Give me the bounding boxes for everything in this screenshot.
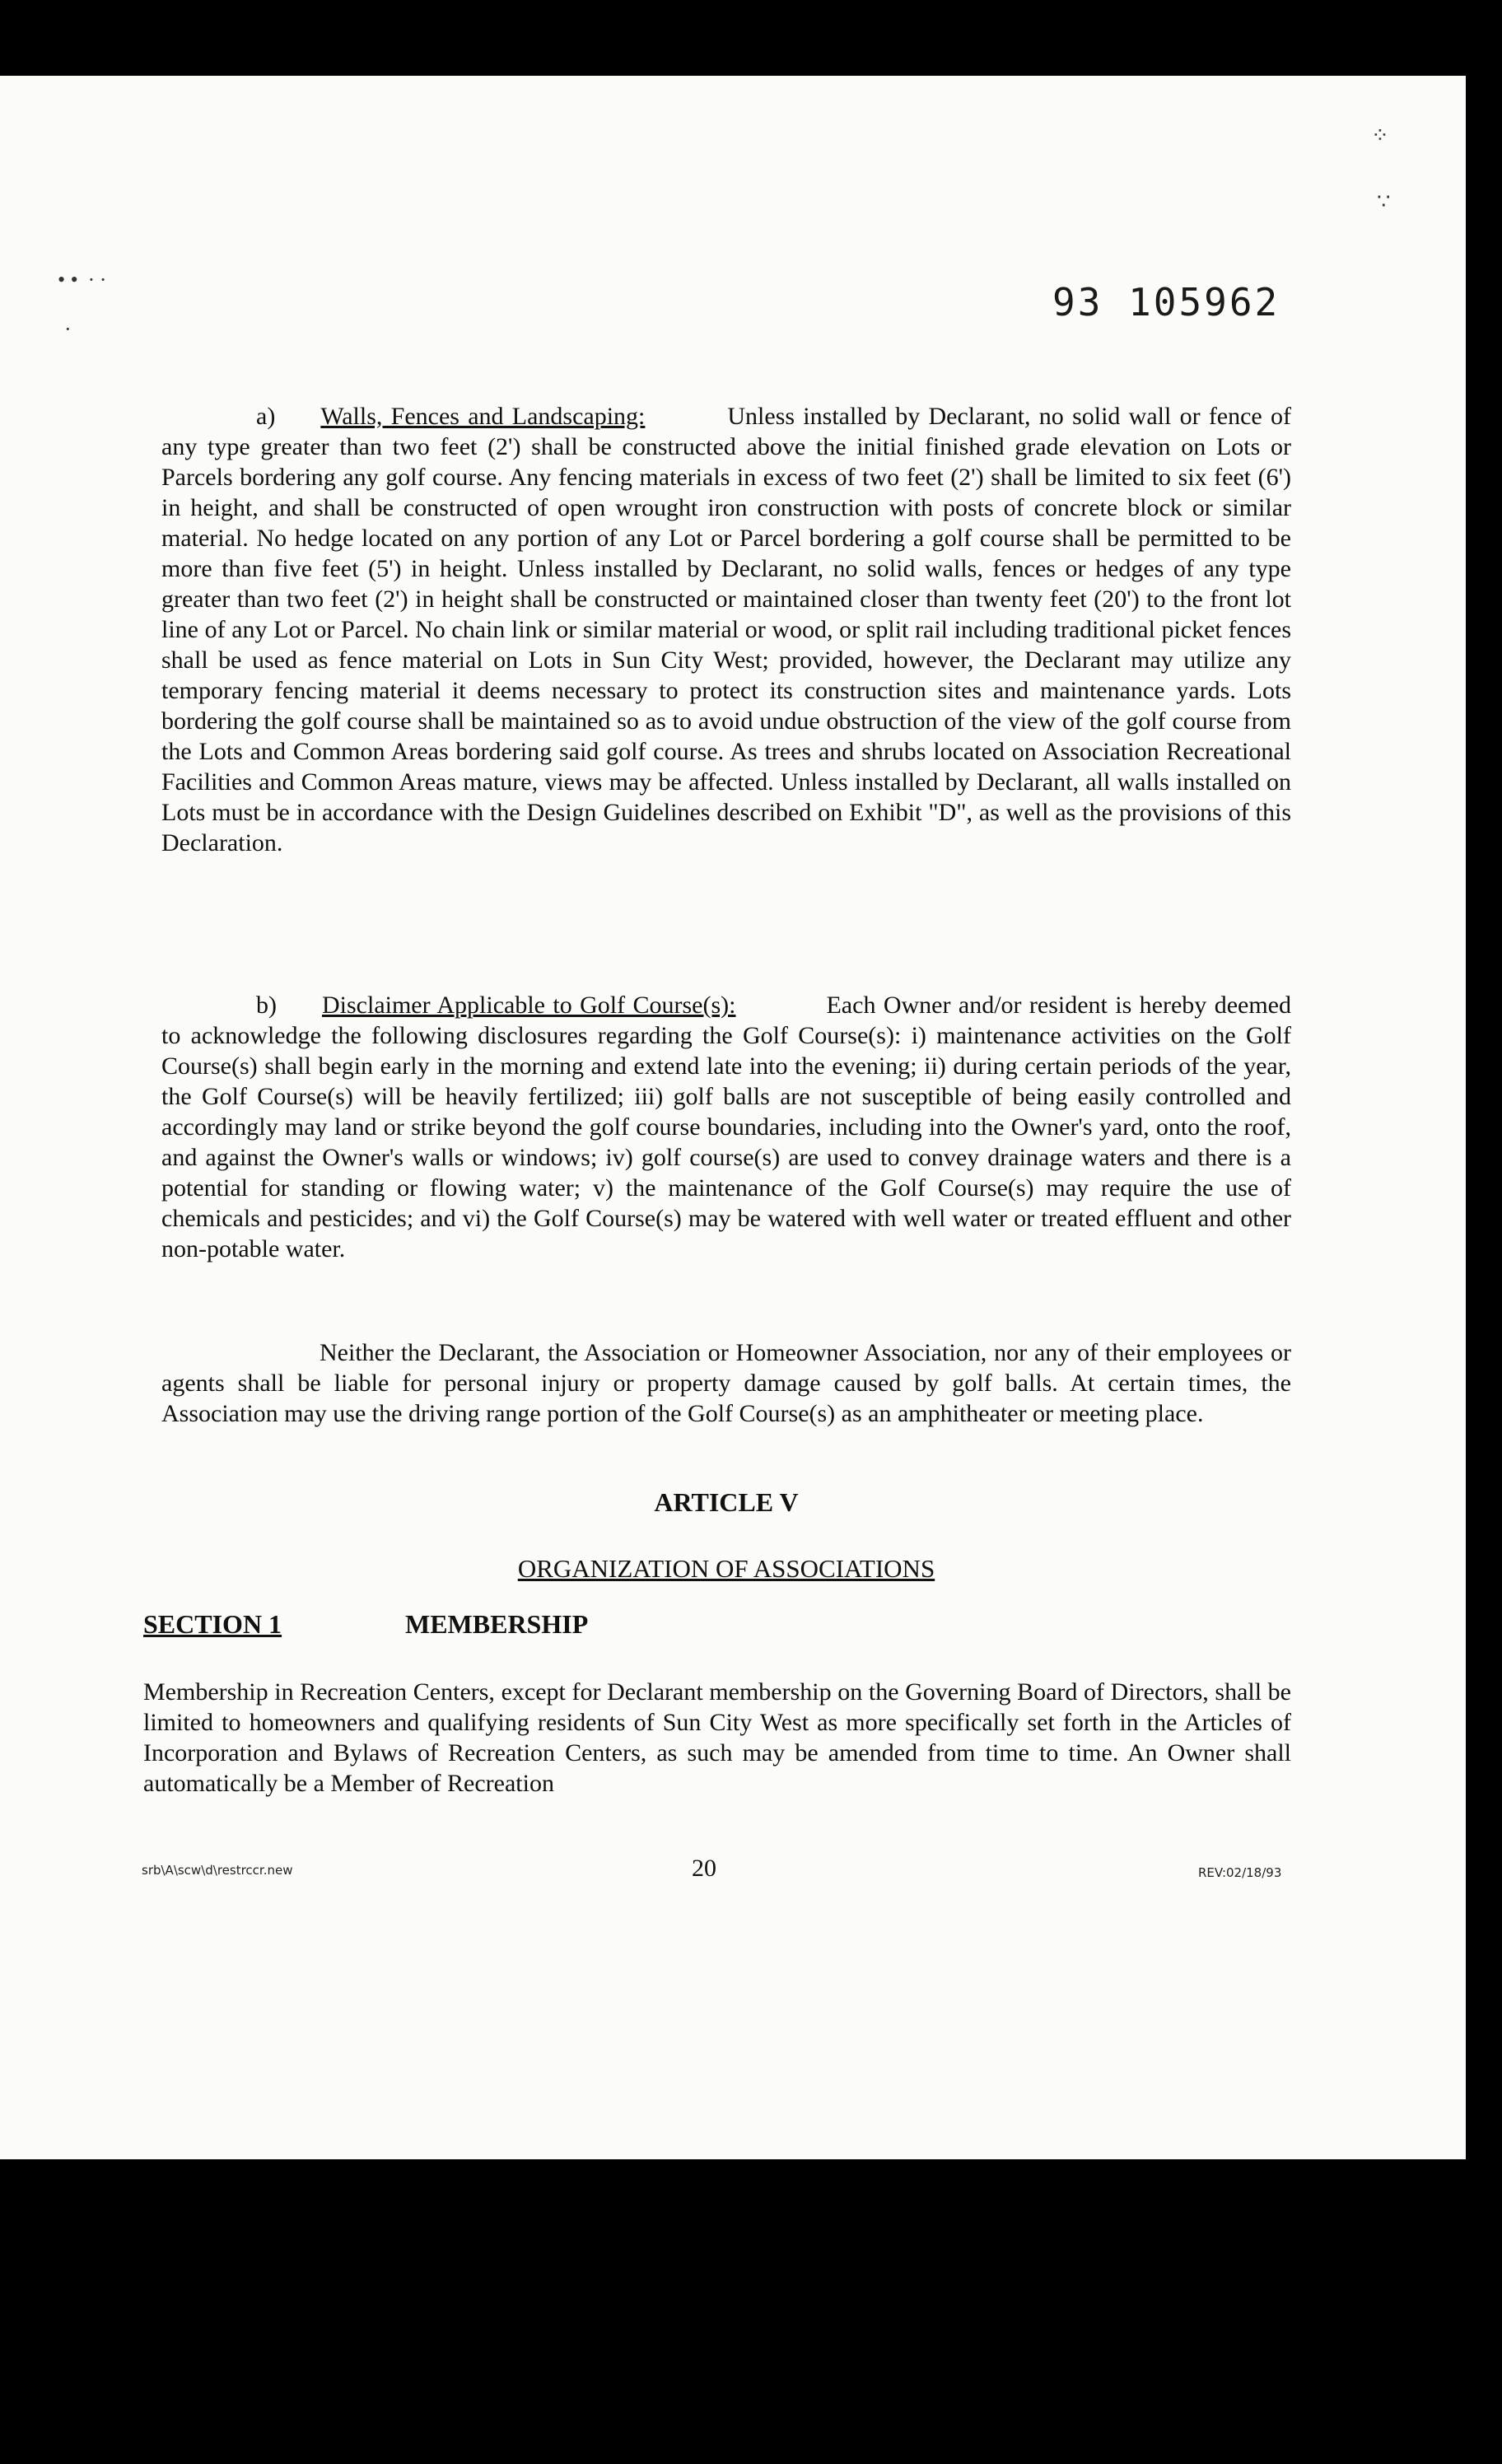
paragraph-golf-disclaimer <box>161 990 1291 1264</box>
paragraph-walls-fences <box>161 401 1291 858</box>
paragraph-text: Each Owner and/or resident is hereby deemed to acknowledge the following disclosures regarding the Golf Course(s): i) maintenance activities on the Golf Course(s) shall begin early in the morning and extend late into the evening; ii) during certain periods of the year, the Golf Course(s) will be heavily fertilized; iii) golf balls are not susceptible of being easily controlled and accordingly may land or strike beyond the golf course boundaries, including into the Owner's yard, onto the roof, and against the Owner's walls or windows; iv) golf course(s) are used to convey drainage waters and there is a potential for standing or flowing water; v) the maintenance of the Golf Course(s) may require the use of chemicals and pesticides; and vi) the Golf Course(s) may be watered with well water or treated effluent and other non-potable water. <box>161 992 1291 1262</box>
section-heading <box>143 1609 588 1640</box>
paragraph-label: b) <box>256 992 277 1019</box>
paragraph-liability <box>161 1337 1291 1429</box>
paragraph-membership: Membership in Recreation Centers, except for Declarant membership on the Governing Board of Directors, shall be limited to homeowners and qualifying residents of Sun City West as more specifically set forth in the Articles of Incorporation and Bylaws of Recreation Centers, as such may be amended from time to time. An Owner shall automatically be a Member of Recreation <box>143 1678 1291 1797</box>
article-title: ARTICLE V <box>654 1487 799 1517</box>
paragraph-text: Unless installed by Declarant, no solid wall or fence of any type greater than two feet (2') shall be constructed above the initial finished grade elevation on Lots or Parcels bordering any golf course. Any fencing materials in excess of two feet (2') shall be limited to six feet (6') in height, and shall be constructed of open wrought iron construction with posts of concrete block or similar material. No hedge located on any portion of any Lot or Parcel bordering a golf course shall be permitted to be more than five feet (5') in height. Unless installed by Declarant, no solid walls, fences or hedges of any type greater than two feet (2') in height shall be constructed or maintained closer than twenty feet (20') to the front lot line of any Lot or Parcel. No chain link or similar material or wood, or split rail including traditional picket fences shall be used as fence material on Lots in Sun City West; provided, however, the Declarant may utilize any temporary fencing material it deems necessary to protect its construction sites and maintenance yards. Lots bordering the golf course shall be maintained so as to avoid undue obstruction of the view of the golf course from the Lots and Common Areas bordering said golf course. As trees and shrubs located on Association Recreational Facilities and Common Areas mature, views may be affected. Unless installed by Declarant, all walls installed on Lots must be in accordance with the Design Guidelines described on Exhibit "D", as well as the provisions of this Declaration. <box>161 403 1291 856</box>
article-subtitle: ORGANIZATION OF ASSOCIATIONS <box>517 1554 935 1583</box>
scan-speckle: · <box>64 317 72 341</box>
document-number: 93 105962 <box>1052 280 1280 324</box>
paragraph-label: a) <box>256 403 276 430</box>
footer-page-number: 20 <box>692 1855 716 1882</box>
footer-file-path: srb\A\scw\d\restrccr.new <box>142 1863 293 1878</box>
scan-speckle: ⁘ <box>1371 124 1389 147</box>
scan-speckle: • • ∙ · <box>58 268 107 292</box>
section-number: SECTION 1 <box>143 1609 282 1639</box>
paragraph-text: Neither the Declarant, the Association or Homeowner Association, nor any of their employees or agents shall be liable for personal injury or property damage caused by golf balls. At certain times, the Association may use the driving range portion of the Golf Course(s) as an amphitheater or meeting place. <box>161 1339 1291 1427</box>
footer-revision: REV:02/18/93 <box>1198 1865 1282 1880</box>
document-page <box>0 76 1466 2159</box>
paragraph-heading: Walls, Fences and Landscaping: <box>320 403 646 430</box>
section-title: MEMBERSHIP <box>405 1609 589 1639</box>
scan-speckle: ∵ <box>1377 189 1391 213</box>
paragraph-heading: Disclaimer Applicable to Golf Course(s): <box>322 992 736 1019</box>
